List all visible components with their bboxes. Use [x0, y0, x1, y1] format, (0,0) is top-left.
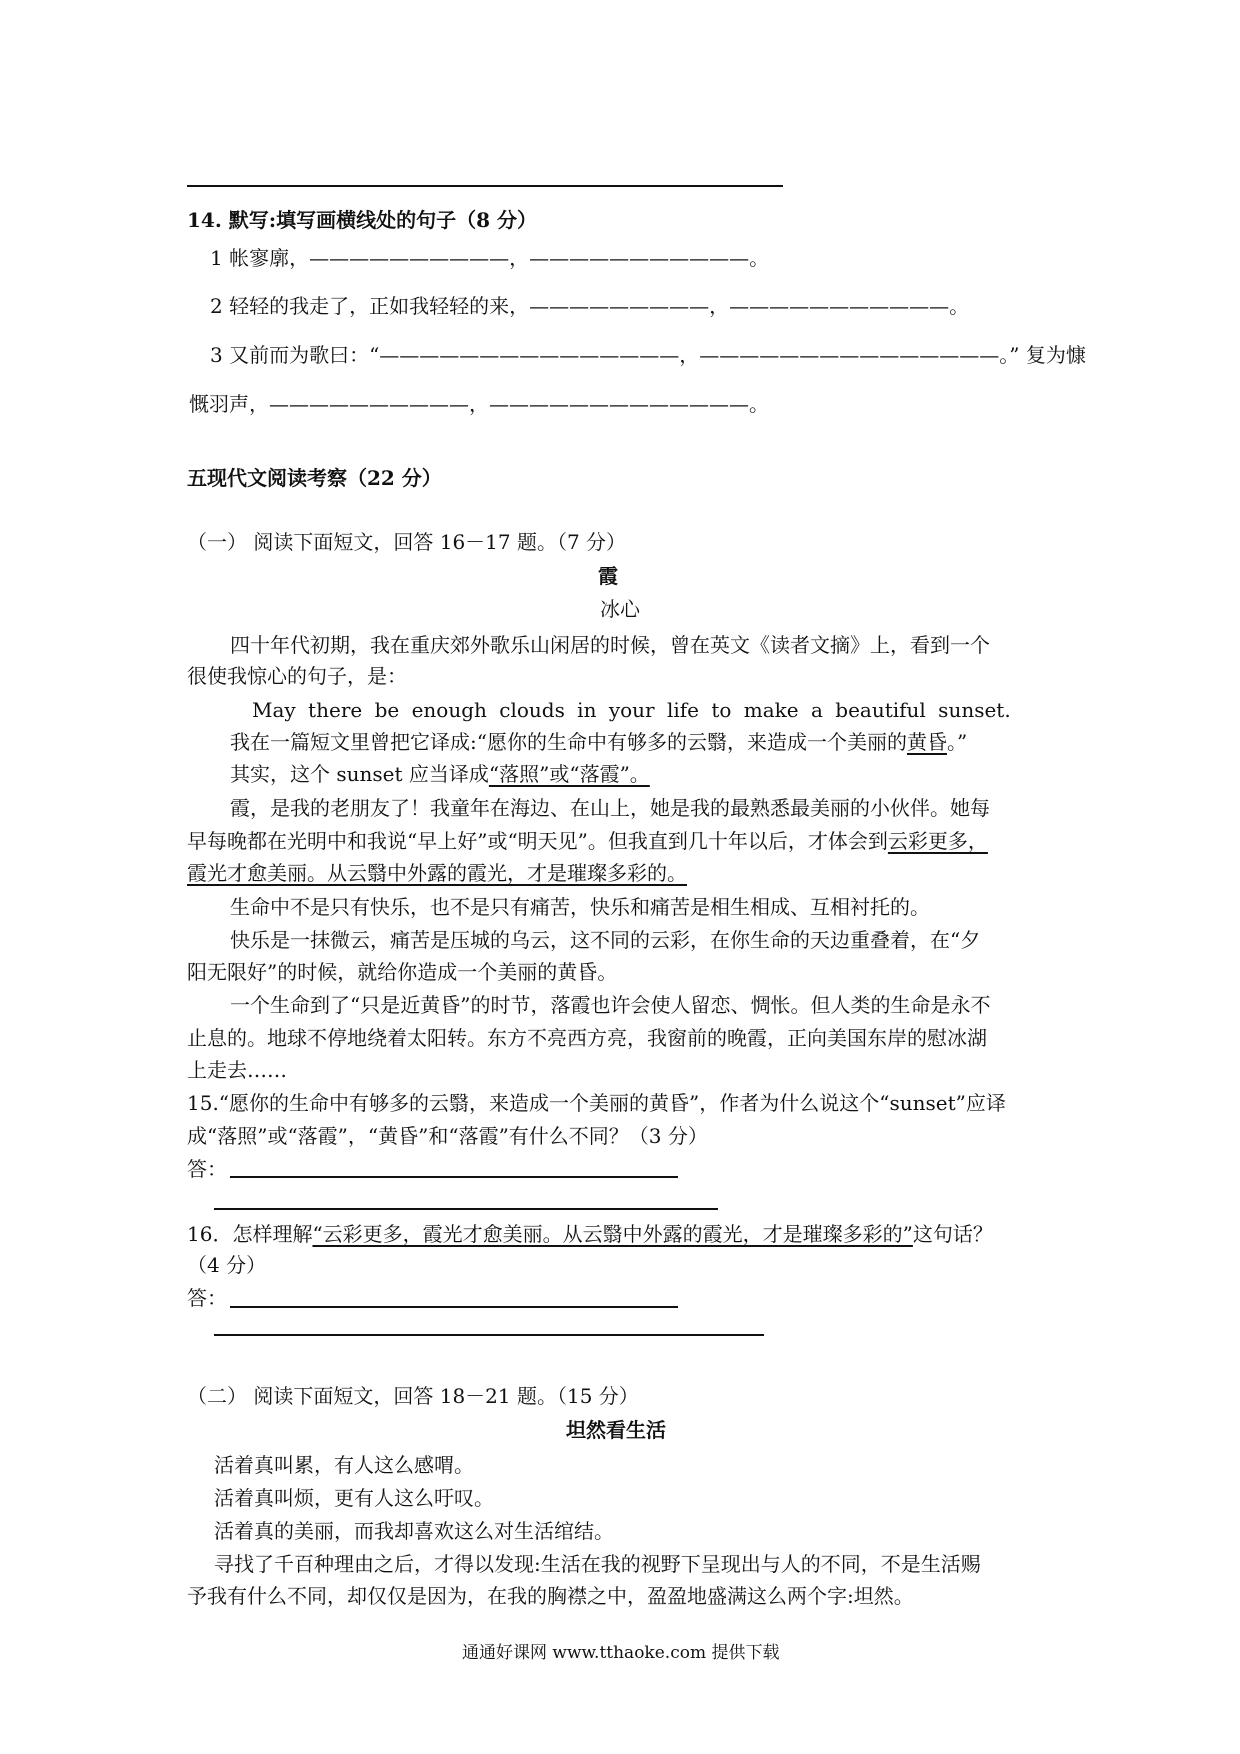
para-7a: 一个生命到了“只是近黄昏”的时节，落霞也许会使人留恋、惆怅。但人类的生命是永不 — [230, 993, 991, 1017]
q15-line-1: 15.“愿你的生命中有够多的云翳，来造成一个美丽的黄昏”，作者为什么说这个“sunset”应译 — [187, 1091, 1006, 1115]
q14-item-1: 1 帐寥廓，——————————，———————————。 — [210, 246, 770, 270]
para-4b-underlined: 云彩更多， — [887, 829, 988, 853]
para-4a: 霞，是我的老朋友了！我童年在海边、在山上，她是我的最熟悉最美丽的小伙伴。她每 — [230, 796, 990, 820]
para-7c: 上走去…… — [187, 1058, 287, 1082]
para-2-post: 。” — [946, 730, 968, 754]
section-five-title: 五现代文阅读考察（22 分） — [187, 466, 442, 490]
article-one-author: 冰心 — [600, 597, 640, 621]
para-3 — [230, 760, 650, 788]
para-2 — [230, 728, 967, 756]
q16-answer-line-1[interactable] — [230, 1306, 678, 1308]
para-7b: 止息的。地球不停地绕着太阳转。东方不亮西方亮，我窗前的晚霞，正向美国东岸的慰冰湖 — [187, 1026, 987, 1050]
q16-line-1 — [187, 1220, 993, 1248]
q15-answer-line-1[interactable] — [230, 1176, 678, 1178]
q14-title: 14. 默写:填写画横线处的句子（8 分） — [187, 208, 538, 232]
q15-answer-line-2[interactable] — [214, 1208, 718, 1210]
para-2-dusk: 黄昏 — [906, 730, 947, 754]
q16-answer-label: 答： — [187, 1286, 227, 1310]
para-4b-pre: 早每晚都在光明中和我说“早上好”或“明天见”。但我直到几十年以后，才体会到 — [187, 829, 888, 853]
top-rule — [187, 185, 783, 187]
english-quote: May there be enough clouds in your life to make a beautiful sunset. — [252, 698, 1011, 722]
q16-pre: 16．怎样理解 — [187, 1222, 313, 1246]
para-1a: 四十年代初期，我在重庆郊外歌乐山闲居的时候，曾在英文《读者文摘》上，看到一个 — [230, 633, 990, 657]
para-2-pre: 我在一篇短文里曾把它译成:“愿你的生命中有够多的云翳，来造成一个美丽的 — [230, 730, 907, 754]
part-one-instruction: （一） 阅读下面短文，回答 16－17 题。（7 分） — [187, 530, 627, 554]
para-3-underlined: “落照”或“落霞”。 — [488, 762, 650, 786]
para-4b — [187, 827, 988, 855]
q14-item-3-cont: 慨羽声，——————————，—————————————。 — [189, 392, 769, 416]
para-3-pre: 其实，这个 sunset 应当译成 — [230, 762, 489, 786]
q14-item-2: 2 轻轻的我走了，正如我轻轻的来，—————————，———————————。 — [210, 294, 970, 318]
para-4c — [187, 859, 687, 887]
para-4c-underlined: 霞光才愈美丽。从云翳中外露的霞光，才是璀璨多彩的。 — [187, 861, 687, 885]
para-6a: 快乐是一抹微云，痛苦是压城的乌云，这不同的云彩，在你生命的天边重叠着，在“夕 — [230, 928, 981, 952]
p2-para-4a: 寻找了千百种理由之后，才得以发现:生活在我的视野下呈现出与人的不同，不是生活赐 — [214, 1552, 981, 1576]
q16-underlined: “云彩更多，霞光才愈美丽。从云翳中外露的霞光，才是璀璨多彩的” — [312, 1222, 913, 1246]
q16-post: 这句话？ — [912, 1222, 993, 1246]
page-footer: 通通好课网 www.tthaoke.com 提供下载 — [462, 1643, 780, 1663]
p2-para-4b: 予我有什么不同，却仅仅是因为，在我的胸襟之中，盈盈地盛满这么两个字:坦然。 — [187, 1584, 914, 1608]
p2-para-2: 活着真叫烦，更有人这么吁叹。 — [214, 1486, 494, 1510]
p2-para-3: 活着真的美丽，而我却喜欢这么对生活绾结。 — [214, 1519, 614, 1543]
q16-line-2: （4 分） — [187, 1253, 267, 1277]
q15-line-2: 成“落照”或“落霞”，“黄昏”和“落霞”有什么不同？（3 分） — [187, 1124, 708, 1148]
article-one-title: 霞 — [598, 564, 618, 588]
article-two-title: 坦然看生活 — [566, 1418, 666, 1442]
part-two-instruction: （二） 阅读下面短文，回答 18－21 题。（15 分） — [187, 1384, 639, 1408]
q15-answer-label: 答： — [187, 1157, 227, 1181]
para-1b: 很使我惊心的句子，是： — [187, 664, 407, 688]
q14-item-3: 3 又前而为歌曰：“———————————————，———————————————。” 复为慷 — [210, 343, 1086, 367]
q16-answer-line-2[interactable] — [214, 1334, 764, 1336]
para-5: 生命中不是只有快乐，也不是只有痛苦，快乐和痛苦是相生相成、互相衬托的。 — [230, 895, 930, 919]
para-6b: 阳无限好”的时候，就给你造成一个美丽的黄昏。 — [187, 960, 618, 984]
p2-para-1: 活着真叫累，有人这么感喟。 — [214, 1453, 474, 1477]
